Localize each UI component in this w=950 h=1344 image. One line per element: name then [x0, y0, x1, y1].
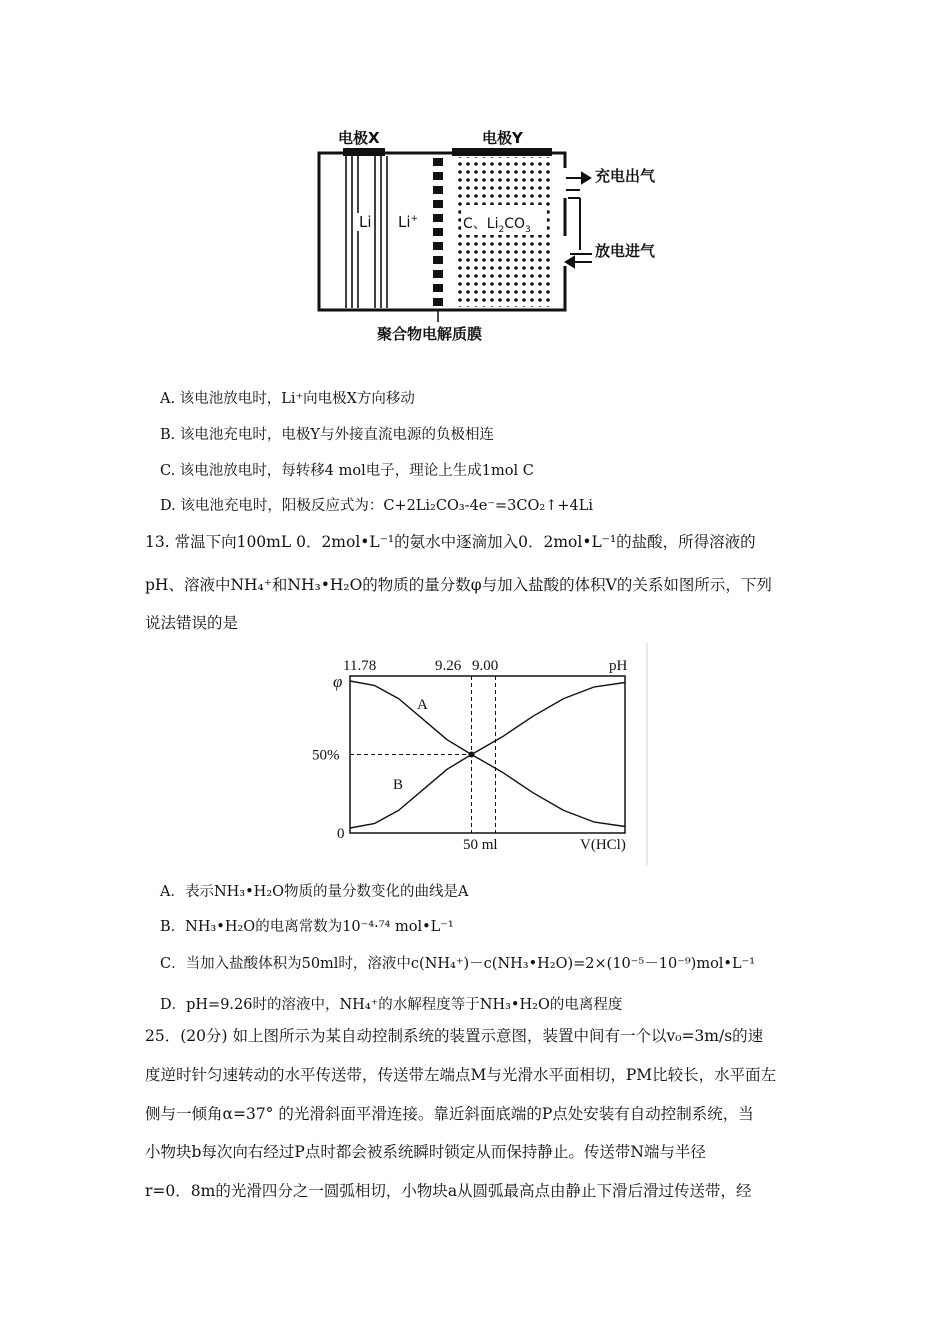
q13-option-c: C．当加入盐酸体积为50ml时，溶液中c(NH₄⁺)－c(NH₃•H₂O)=2×(10⁻⁵－10⁻⁹)mol•L⁻¹: [160, 956, 756, 972]
q12-option-a: A. 该电池放电时，Li⁺向电极X方向移动: [160, 391, 415, 407]
q13-option-d: D．pH=9.26时的溶液中，NH₄⁺的水解程度等于NH₃•H₂O的电离程度: [160, 997, 623, 1013]
y-axis-label: φ: [333, 672, 343, 691]
membrane-label: 聚合物电解质膜: [377, 325, 483, 343]
series-a-label: A: [417, 697, 428, 713]
series-b-label: B: [393, 777, 404, 793]
y-tick-50: 50%: [312, 747, 340, 764]
battery-diagram: [0, 0, 950, 360]
q12-option-c: C. 该电池放电时，每转移4 mol电子，理论上生成1mol C: [160, 463, 534, 479]
q12-option-d: D. 该电池充电时，阳极反应式为：C+2Li₂CO₃-4e⁻=3CO₂↑+4Li: [160, 498, 593, 514]
right-axis-label: pH: [609, 658, 628, 674]
x-axis-label: V(HCl): [580, 837, 626, 853]
plot-frame: [350, 676, 625, 833]
x-tick-50ml: 50 ml: [463, 837, 498, 853]
q12-option-b: B. 该电池充电时，电极Y与外接直流电源的负极相连: [160, 427, 494, 443]
q25-line1: 25．(20分) 如上图所示为某自动控制系统的装置示意图，装置中间有一个以v₀=3m/s的速: [145, 1027, 764, 1045]
charge-out-label: 充电出气: [595, 167, 656, 185]
membrane-line: [433, 158, 443, 306]
intersection-point: [469, 752, 475, 758]
q13-stem-line2: pH、溶液中NH₄⁺和NH₃•H₂O的物质的量分数φ与加入盐酸的体积V的关系如图所示，下列: [145, 576, 772, 594]
electrode-x-label: 电极X: [338, 129, 380, 147]
top-tick-900: 9.00: [472, 658, 499, 674]
series-A-line: [350, 681, 625, 827]
lithium-anode: [346, 156, 387, 308]
q13-stem-line1: 13. 常温下向100mL 0．2mol•L⁻¹的氨水中逐滴加入0．2mol•L⁻¹的盐酸，所得溶液的: [145, 533, 756, 551]
top-tick-1178: 11.78: [343, 658, 377, 674]
charge-out-arrow: [566, 173, 590, 190]
q25-line3: 侧与一倾角α=37° 的光滑斜面平滑连接。靠近斜面底端的P点处安装有自动控制系统，当: [145, 1105, 754, 1123]
discharge-in-arrow: [566, 254, 592, 267]
discharge-in-label: 放电进气: [595, 242, 656, 260]
y-tick-0: 0: [337, 826, 345, 842]
cathode-material-label: C、$Li_2CO_3$: [463, 216, 531, 235]
q25-line2: 度逆时针匀速转动的水平传送带，传送带左端点M与光滑水平面相切，PM比较长，水平面左: [145, 1066, 777, 1084]
q13-stem-line3: 说法错误的是: [145, 614, 239, 632]
q25-line4: 小物块b每次向右经过P点时都会被系统瞬时锁定从而保持静止。传送带N端与半径: [145, 1143, 706, 1161]
q25-line5: r=0．8m的光滑四分之一圆弧相切，小物块a从圆弧最高点由静止下滑后滑过传送带，经: [145, 1182, 752, 1200]
fraction-ph-chart: [312, 643, 655, 868]
electrode-y-label: 电极Y: [482, 129, 523, 147]
series-B-line: [350, 683, 625, 829]
electrode-y-plate: [452, 148, 552, 156]
top-tick-926: 9.26: [435, 658, 462, 674]
q13-option-a: A．表示NH₃•H₂O物质的量分数变化的曲线是A: [160, 884, 469, 900]
electrode-x-plate: [343, 148, 385, 156]
q13-option-b: B．NH₃•H₂O的电离常数为10⁻⁴·⁷⁴ mol•L⁻¹: [160, 919, 454, 935]
lithium-ion-label: Li+: [398, 213, 419, 231]
lithium-label: Li: [359, 213, 372, 231]
